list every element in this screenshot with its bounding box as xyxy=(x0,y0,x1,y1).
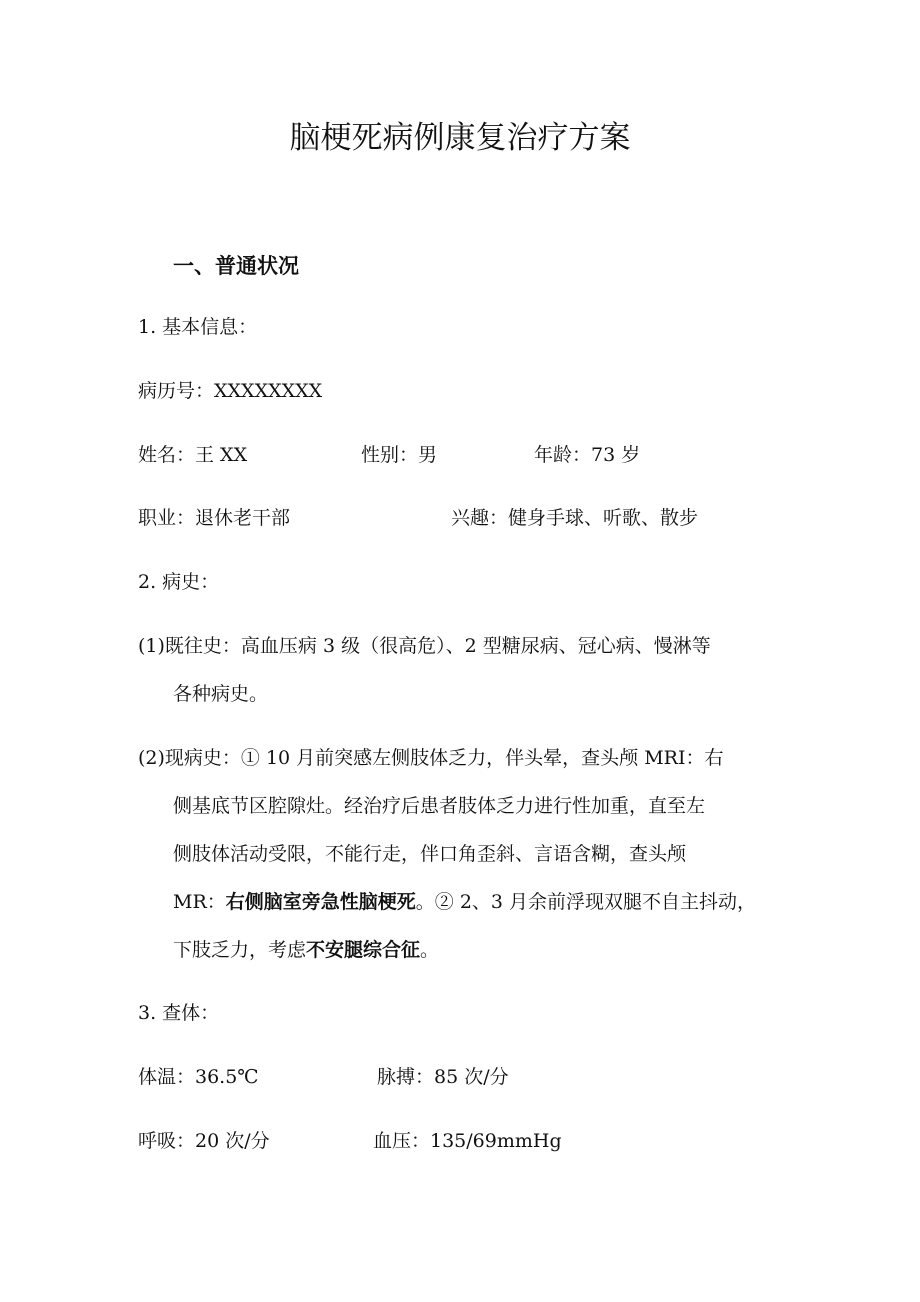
present-history-line-1: (2)现病史：① 10 月前突感左侧肢体乏力，伴头晕，查头颅 MRI：右 xyxy=(138,747,724,769)
present-history-line-5-head: 下肢乏力，考虑 xyxy=(173,939,307,961)
document-title: 脑梗死病例康复治疗方案 xyxy=(289,120,631,156)
basic-info-heading: 1. 基本信息： xyxy=(138,316,258,338)
exam-temperature: 体温：36.5℃ xyxy=(138,1066,259,1088)
past-history-line-2: 各种病史。 xyxy=(173,683,269,705)
present-history-line-4-tail: 。② 2、3 月余前浮现双腿不自主抖动， xyxy=(415,891,757,913)
diagnosis-restless-legs: 不安腿综合征 xyxy=(306,939,421,961)
patient-occupation: 职业：退休老干部 xyxy=(138,507,291,529)
present-history-line-4 xyxy=(173,890,756,914)
present-history-line-2: 侧基底节区腔隙灶。经治疗后患者肢体乏力进行性加重，直至左 xyxy=(173,795,706,817)
patient-gender: 性别：男 xyxy=(361,444,438,466)
past-history-line-1: (1)既往史：高血压病 3 级（很高危）、2 型糖尿病、冠心病、慢淋等 xyxy=(138,635,711,657)
history-heading: 2. 病史： xyxy=(138,571,220,593)
record-number: 病历号：XXXXXXXX xyxy=(138,380,323,402)
exam-heading: 3. 查体： xyxy=(138,1002,220,1024)
diagnosis-acute-infarction: 右侧脑室旁急性脑梗死 xyxy=(225,891,416,913)
patient-hobbies: 兴趣：健身手球、听歌、散步 xyxy=(451,507,699,529)
patient-name: 姓名：王 XX xyxy=(138,444,248,466)
exam-respiration: 呼吸：20 次/分 xyxy=(138,1130,270,1152)
present-history-line-5 xyxy=(173,938,439,962)
patient-age: 年龄：73 岁 xyxy=(534,444,641,466)
section-heading-general: 一、普通状况 xyxy=(173,254,299,278)
exam-pulse: 脉搏：85 次/分 xyxy=(377,1066,509,1088)
present-history-mr-label: MR： xyxy=(173,891,226,913)
present-history-line-3: 侧肢体活动受限，不能行走，伴口角歪斜、言语含糊，查头颅 xyxy=(173,843,687,865)
present-history-line-5-tail: 。 xyxy=(420,939,440,961)
exam-blood-pressure: 血压：135/69mmHg xyxy=(373,1130,562,1152)
